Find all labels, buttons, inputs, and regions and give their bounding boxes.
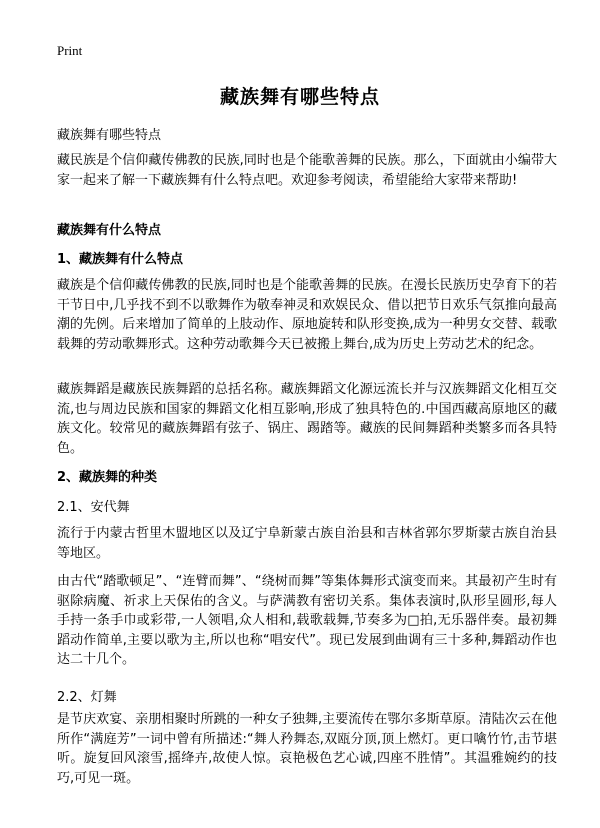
paragraph-1: 藏族是个信仰藏传佛教的民族,同时也是个能歌善舞的民族。在漫长民族历史孕育下的若干节日中,几乎找不到不以歌舞作为敬奉神灵和欢娱民众、借以把节日欢乐气氛推向最高潮的先例。后来增加了简单的上肢动作、原地旋转和队形变换,成为一种男女交替、载歌载舞的劳动歌舞形式。这种劳动歌舞今天已被搬上舞台,成为历史上劳动艺术的纪念。 [57, 278, 557, 352]
section-heading: 藏族舞有什么特点 [57, 223, 162, 238]
heading-2-1: 2.1、安代舞 [57, 500, 130, 515]
paragraph-4: 由古代“踏歌顿足”、“连臂而舞”、“绕树而舞”等集体舞形式演变而来。其最初产生时有驱除病魔、祈求上天保佑的含义。与萨满教有密切关系。集体表演时,队形呈圆形,每人手持一条手巾或彩带,一人领唱,众人相和,载歌载舞,节奏多为□拍,无乐器伴奏。最初舞蹈动作简单,主要以歌为主,所以也称“唱安代”。现已发展到曲调有三十多种,舞蹈动作也达二十几个。 [57, 574, 557, 667]
page-title: 藏族舞有哪些特点 [219, 86, 380, 108]
paragraph-3: 流行于内蒙古哲里木盟地区以及辽宁阜新蒙古族自治县和吉林省郭尔罗斯蒙古族自治县等地区。 [57, 526, 557, 561]
heading-2-2: 2.2、灯舞 [57, 690, 117, 705]
heading-1: 1、藏族舞有什么特点 [57, 252, 184, 267]
paragraph-5: 是节庆欢宴、亲朋相聚时所跳的一种女子独舞,主要流传在鄂尔多斯草原。清陆次云在他所作“满庭芳”一词中曾有所描述:“舞人矜舞态,双瓯分顶,顶上燃灯。更口噙竹竹,击节堪听。旋复回风滚雪,摇绛卉,故使人惊。哀艳极色艺心诚,四座不胜情”。其温雅婉约的技巧,可见一斑。 [57, 712, 557, 786]
intro-paragraph: 藏民族是个信仰藏传佛教的民族,同时也是个能歌善舞的民族。那么，下面就由小编带大家一起来了解一下藏族舞有什么特点吧。欢迎参考阅读，希望能给大家带来帮助! [57, 153, 557, 188]
paragraph-2: 藏族舞蹈是藏族民族舞蹈的总括名称。藏族舞蹈文化源远流长并与汉族舞蹈文化相互交流,也与周边民族和国家的舞蹈文化相互影响,形成了独具特色的.中国西藏高原地区的藏族文化。较常见的藏族舞蹈有弦子、锅庄、踢踏等。藏族的民间舞蹈种类繁多而各具特色。 [57, 382, 557, 456]
print-label: Print [57, 43, 83, 58]
heading-2: 2、藏族舞的种类 [57, 470, 158, 485]
subtitle: 藏族舞有哪些特点 [57, 128, 162, 143]
